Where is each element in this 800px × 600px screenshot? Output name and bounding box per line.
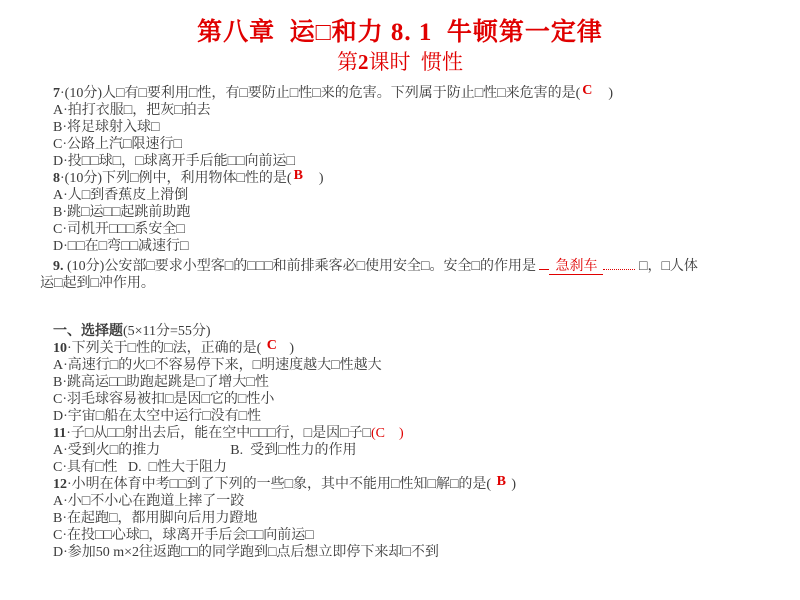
text-run: ·子□从□□射出去后，能在空中□□□行，□是因□子□ <box>66 426 371 441</box>
text-run: 10 <box>53 341 67 356</box>
text-run: 9. <box>53 259 64 274</box>
text-run: B·将足球射入球□ <box>53 120 160 135</box>
text-run: 第八章 运□和力 <box>197 19 391 46</box>
text-run: 第 <box>337 50 358 74</box>
option-10-a <box>40 357 762 374</box>
text-run: 8. 1 <box>390 19 433 46</box>
text-run: 7 <box>53 86 60 101</box>
text-run: 运□起到□冲作用。 <box>40 276 155 291</box>
text-run: D·参加50 m×2往返跑□□的同学跑到□点后想立即停下来却□不到 <box>53 545 439 560</box>
text-run: 课时 惯性 <box>368 50 463 74</box>
question-10 <box>40 340 762 357</box>
option-10-b <box>40 374 762 391</box>
worksheet-header <box>0 0 800 75</box>
option-7-c <box>40 136 762 153</box>
question-8 <box>40 170 762 187</box>
text-run: B·跳高运□□助跑起跳是□了增大□性 <box>53 375 269 390</box>
option-7-b <box>40 119 762 136</box>
text-run: (5×11分=55分) <box>123 324 211 339</box>
text-run: ·小明在体育中考□□到了下列的一些□象，其中不能用□性知□解□的是( <box>67 477 495 492</box>
text-run: ·下列关于□性的□法，正确的是( <box>67 341 265 356</box>
option-12-c <box>40 527 762 544</box>
answer-letter: (C ) <box>371 426 404 441</box>
text-run: C·具有□性 D. □性大于阻力 <box>53 460 228 475</box>
text-run: ) <box>304 171 324 186</box>
question-9 <box>40 255 762 275</box>
lesson-subtitle <box>0 49 800 75</box>
text-run: 11 <box>53 426 67 441</box>
text-run: ·(10分)下列□例中，利用物体□性的是( <box>60 171 292 186</box>
option-7-d <box>40 153 762 170</box>
option-12-b <box>40 510 762 527</box>
text-run: ) <box>507 477 517 492</box>
text-run: C·在投□□心球□，球离开手后会□□向前运□ <box>53 528 314 543</box>
text-run: D·宇宙□船在太空中运行□没有□性 <box>53 409 262 424</box>
chapter-title <box>0 18 800 48</box>
text-run: A·小□不小心在跑道上摔了一跤 <box>53 494 245 509</box>
text-run: A·人□到香蕉皮上滑倒 <box>53 188 189 203</box>
text-run: 8 <box>53 171 60 186</box>
option-7-a <box>40 102 762 119</box>
option-10-d <box>40 408 762 425</box>
answer-letter: C <box>266 338 277 353</box>
option-11-ab <box>40 442 762 459</box>
question-11 <box>40 425 762 442</box>
text-run: ) <box>278 341 295 356</box>
text-run: 牛顿第一定律 <box>432 19 603 46</box>
text-run: D·投□□球□，□球离开手后能□□向前运□ <box>53 154 295 169</box>
answer-letter: B <box>293 168 303 183</box>
text-run: A·受到火□的推力 B. 受到□性力的作用 <box>53 443 357 458</box>
option-12-a <box>40 493 762 510</box>
text-run: ) <box>594 86 614 101</box>
text-run: A·拍打衣服□，把灰□拍去 <box>53 103 211 118</box>
text-run: ·(10分)人□有□要利用□性，有□要防止□性□来的危害。下列属于防止□性□来危害的是( <box>60 86 581 101</box>
text-run: B·跳□运□□起跳前助跑 <box>53 205 191 220</box>
text-run: □，□人体 <box>635 259 698 274</box>
filled-answer-text: 急刹车 <box>549 259 603 275</box>
answer-blank-dotted-underline <box>603 257 635 270</box>
text-run: C·羽毛球容易被扣□是因□它的□性小 <box>53 392 275 407</box>
question-9-continuation <box>40 275 762 292</box>
option-8-d <box>40 238 762 255</box>
question-12 <box>40 476 762 493</box>
text-run: C·公路上汽□限速行□ <box>53 137 182 152</box>
answer-letter: B <box>496 474 506 489</box>
answer-blank-underline <box>539 255 549 270</box>
text-run: A·高速行□的火□不容易停下来，□明速度越大□性越大 <box>53 358 382 373</box>
option-10-c <box>40 391 762 408</box>
text-run: B·在起跑□，都用脚向后用力蹬地 <box>53 511 258 526</box>
option-8-b <box>40 204 762 221</box>
text-run: (10分)公安部□要求小型客□的□□□和前排乘客必□使用安全□。安全□的作用是 <box>63 259 540 274</box>
option-8-a <box>40 187 762 204</box>
answer-letter: C <box>582 83 593 98</box>
section-header-choice <box>40 323 762 340</box>
text-run: 一、选择题 <box>53 324 123 339</box>
text-run: 12 <box>53 477 67 492</box>
question-7 <box>40 85 762 102</box>
option-12-d <box>40 544 762 561</box>
text-run: C·司机开□□□系安全□ <box>53 222 185 237</box>
text-run: 2 <box>358 50 369 74</box>
option-11-cd <box>40 459 762 476</box>
worksheet-body <box>40 85 762 561</box>
text-run: D·□□在□弯□□减速行□ <box>53 239 189 254</box>
option-8-c <box>40 221 762 238</box>
